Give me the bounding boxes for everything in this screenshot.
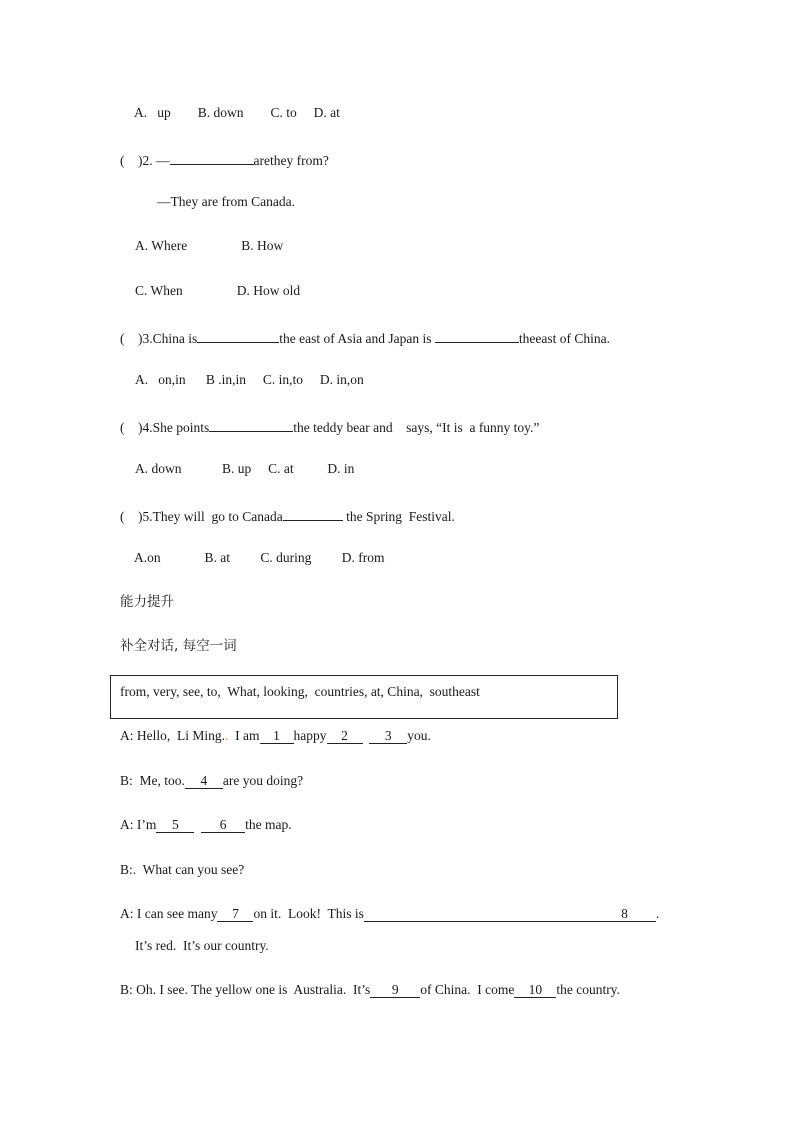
d1-d: you. <box>407 728 431 743</box>
dialogue-line-3 <box>120 816 292 834</box>
section-instruction: 补全对话, 每空一词 <box>120 638 237 654</box>
dialogue-line-1 <box>120 727 431 745</box>
blank-8 <box>364 906 656 922</box>
d2-a: B: Me, too. <box>120 773 185 788</box>
q5-options: A.on B. at C. during D. from <box>134 550 385 565</box>
q3-mid: the east of Asia and Japan is <box>279 331 435 346</box>
blank-1: 1 <box>260 728 294 744</box>
q5-line <box>120 505 455 526</box>
d3-a: A: I’m <box>120 817 157 832</box>
q3-blank-1 <box>197 327 279 343</box>
q5-end: the Spring Festival. <box>342 509 455 524</box>
q2-options-row2: C. When D. How old <box>135 283 301 298</box>
section-title: 能力提升 <box>120 594 174 610</box>
q2-paren: ( )2. — <box>120 153 170 168</box>
blank-9: 9 <box>370 982 420 998</box>
blank-8-num: 8 <box>621 906 628 921</box>
d3-b: the map. <box>245 817 292 832</box>
q3-options: A. on,in B .in,in C. in,to D. in,on <box>135 372 364 387</box>
q4-options: A. down B. up C. at D. in <box>135 461 355 476</box>
blank-10: 10 <box>514 982 556 998</box>
q4-end: the teddy bear and says, “It is a funny toy.” <box>293 420 540 435</box>
d7-c: the country. <box>556 982 620 997</box>
q4-blank <box>209 416 293 432</box>
blank-6: 6 <box>201 817 245 833</box>
blank-2: 2 <box>327 728 363 744</box>
word-bank: from, very, see, to, What, looking, countries, at, China, southeast <box>120 684 480 699</box>
q3-blank-2 <box>435 327 519 343</box>
q3-paren: ( )3.China is <box>120 331 198 346</box>
d1-c: happy <box>293 728 327 743</box>
q3-line <box>120 327 610 348</box>
d1-b: I am <box>228 728 260 743</box>
dialogue-line-7 <box>120 981 620 999</box>
blank-7: 7 <box>217 906 253 922</box>
d7-b: of China. I come <box>420 982 515 997</box>
q4-line <box>120 416 539 437</box>
d5-b: on it. Look! This is <box>253 906 364 921</box>
blank-5: 5 <box>156 817 194 833</box>
d1-dot: . <box>225 728 229 743</box>
dialogue-line-4: B:. What can you see? <box>120 862 245 877</box>
q5-paren: ( )5.They will go to Canada <box>120 509 283 524</box>
dialogue-line-5 <box>120 905 659 923</box>
q2-after: arethey from? <box>253 153 329 168</box>
d1-a: A: Hello, Li Ming. <box>120 728 225 743</box>
blank-4: 4 <box>185 773 223 789</box>
d7-a: B: Oh. I see. The yellow one is Australia. It’s <box>120 982 371 997</box>
q2-line <box>120 149 329 170</box>
q2-blank <box>170 149 254 165</box>
q3-end: theeast of China. <box>518 331 610 346</box>
q2-answer-line: —They are from Canada. <box>157 194 295 209</box>
dialogue-line-6: It’s red. It’s our country. <box>135 938 269 953</box>
q2-options-row1: A. Where B. How <box>135 238 284 253</box>
d5-c: . <box>655 906 660 921</box>
q4-paren: ( )4.She points <box>120 420 210 435</box>
q5-blank <box>283 505 343 521</box>
dialogue-line-2 <box>120 772 303 790</box>
blank-3: 3 <box>369 728 407 744</box>
d2-b: are you doing? <box>222 773 304 788</box>
d5-a: A: I can see many <box>120 906 218 921</box>
q1-options: A. up B. down C. to D. at <box>134 105 340 120</box>
